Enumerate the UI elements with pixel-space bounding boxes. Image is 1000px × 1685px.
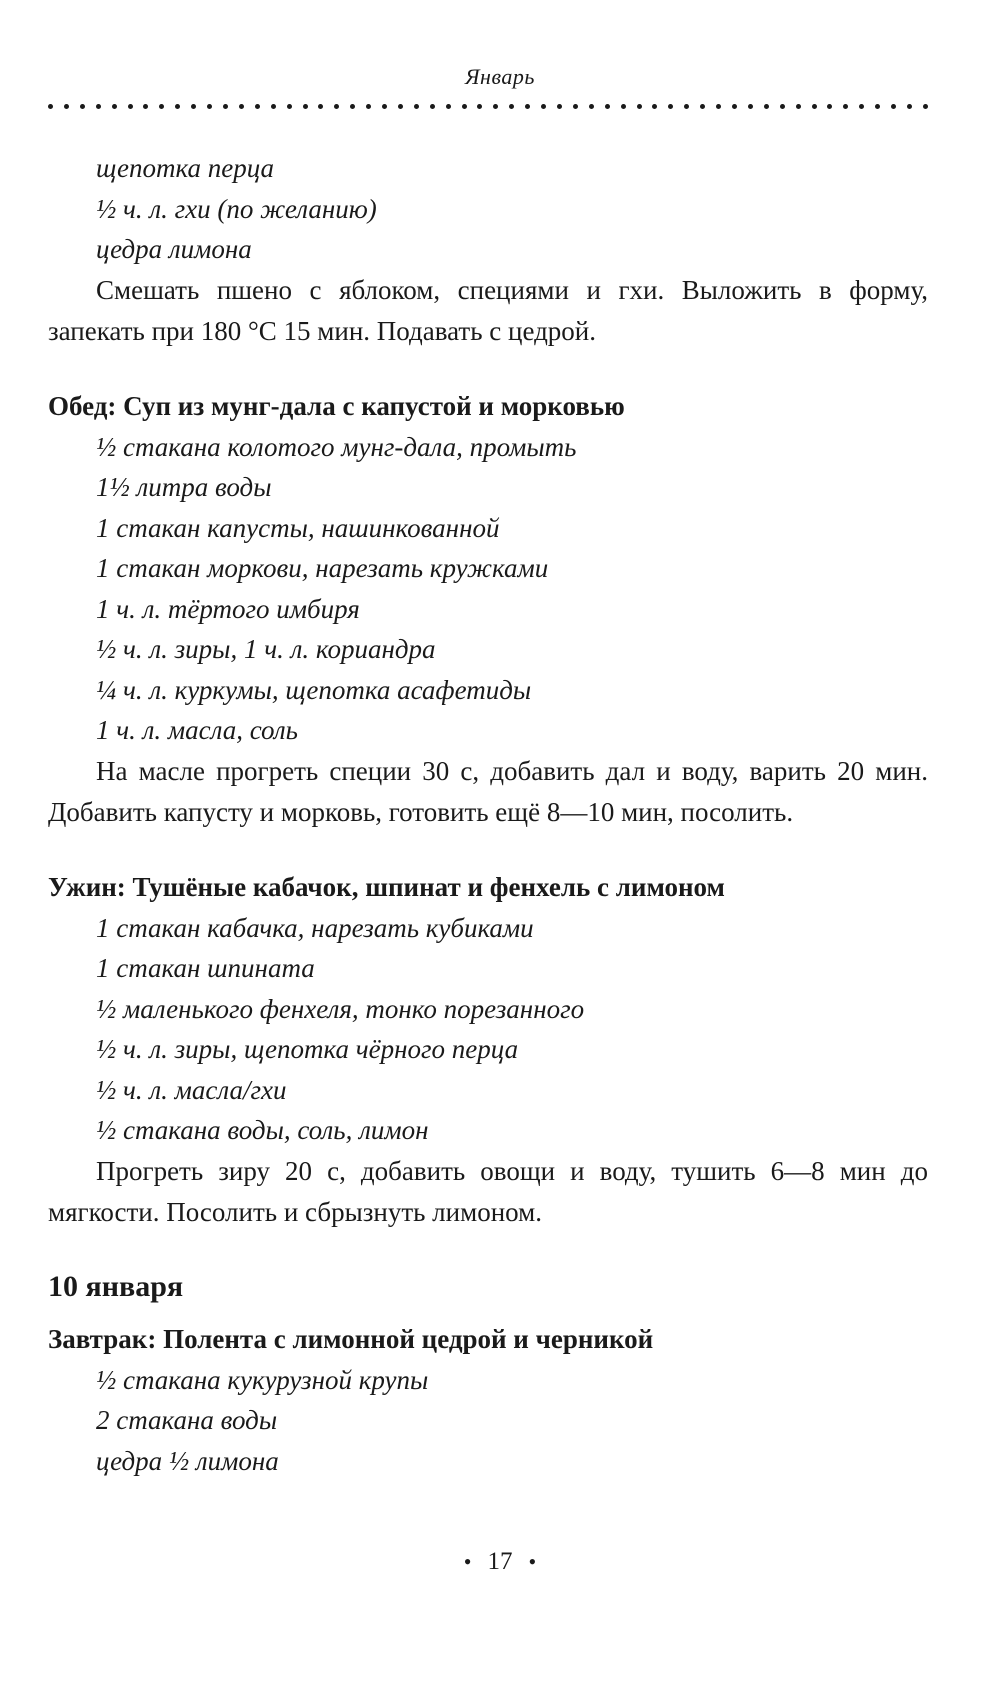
divider-dot [827, 104, 832, 109]
divider-dot [668, 104, 673, 109]
divider-dot [843, 104, 848, 109]
divider-dot [64, 104, 69, 109]
divider-dot [414, 104, 419, 109]
divider-dot [509, 104, 514, 109]
divider-dot [96, 104, 101, 109]
ingredient-line: ½ стакана воды, соль, лимон [96, 1115, 429, 1145]
divider-dot [923, 104, 928, 109]
ingredient-line: ¼ ч. л. куркумы, щепотка асафетиды [96, 674, 532, 705]
ingredient-line: цедра лимона [96, 234, 252, 264]
divider-dot [255, 104, 260, 109]
divider-dot [637, 104, 642, 109]
divider-dot [207, 104, 212, 109]
ingredient-line: 1 ч. л. масла, соль [96, 715, 298, 745]
method-paragraph: На масле прогреть специи 30 с, добавить дал и воду, варить 20 мин. Добавить капусту и морковь, готовить ещё 8—10 мин, посолить. [48, 755, 928, 827]
divider-dot [191, 104, 196, 109]
divider-dot [748, 104, 753, 109]
divider-dot [350, 104, 355, 109]
page-number: 17 [487, 1548, 513, 1575]
ingredient-line: цедра ½ лимона [96, 1445, 279, 1476]
divider-dot [621, 104, 626, 109]
meal-title: Завтрак: Полента с лимонной цедрой и черникой [48, 1323, 654, 1354]
ingredient-line: 2 стакана воды [96, 1405, 278, 1435]
running-head: Январь [465, 64, 535, 89]
divider-dot [716, 104, 721, 109]
ingredient-line: ½ стакана кукурузной крупы [96, 1364, 429, 1395]
divider-dot [366, 104, 371, 109]
divider-dot [398, 104, 403, 109]
divider-dot [605, 104, 610, 109]
divider-dot [159, 104, 164, 109]
ingredient-line: 1 стакан капусты, нашинкованной [96, 512, 500, 543]
divider-dot [446, 104, 451, 109]
divider-dot [462, 104, 467, 109]
divider-dot [589, 104, 594, 109]
bullet-icon: • [528, 1549, 537, 1574]
lunch-recipe [48, 386, 928, 833]
divider-dot [175, 104, 180, 109]
ingredient-line: щепотка перца [96, 153, 275, 183]
divider-dot [239, 104, 244, 109]
divider-dot [223, 104, 228, 109]
ingredient-line: 1 стакан моркови, нарезать кружками [96, 553, 549, 583]
divider-dot [573, 104, 578, 109]
divider-dot [891, 104, 896, 109]
divider-dot [48, 104, 53, 109]
bullet-icon: • [463, 1549, 472, 1574]
divider-dot [525, 104, 530, 109]
divider-dot [652, 104, 657, 109]
divider-dot [732, 104, 737, 109]
divider-dot [80, 104, 85, 109]
divider-dot [318, 104, 323, 109]
ingredient-line: ½ ч. л. гхи (по желанию) [96, 193, 377, 224]
divider-dot [287, 104, 292, 109]
divider-dot [112, 104, 117, 109]
ingredient-line: ½ ч. л. масла/гхи [96, 1074, 287, 1105]
method-paragraph: Прогреть зиру 20 с, добавить овощи и воду, тушить 6—8 мин до мягкости. Посолить и сбрызнуть лимоном. [48, 1155, 928, 1227]
divider-dot [907, 104, 912, 109]
ingredient-line: 1 стакан шпината [96, 953, 315, 983]
divider-dot [430, 104, 435, 109]
divider-dot [796, 104, 801, 109]
meal-title: Обед: Суп из мунг-дала с капустой и морковью [48, 390, 625, 421]
ingredient-line: 1½ литра воды [96, 472, 272, 502]
divider-dot [334, 104, 339, 109]
breakfast-continuation [48, 148, 928, 352]
meal-title: Ужин: Тушёные кабачок, шпинат и фенхель с лимоном [48, 871, 725, 902]
divider-dot [493, 104, 498, 109]
divider-dot [764, 104, 769, 109]
dinner-recipe [48, 867, 928, 1233]
ingredient-line: ½ ч. л. зиры, щепотка чёрного перца [96, 1034, 519, 1064]
ingredient-line: 1 стакан кабачка, нарезать кубиками [96, 912, 534, 943]
ingredient-line: ½ ч. л. зиры, 1 ч. л. кориандра [96, 634, 436, 664]
method-paragraph: Смешать пшено с яблоком, специями и гхи. Выложить в форму, запекать при 180 °С 15 мин. Подавать с цедрой. [48, 274, 928, 346]
day-section [48, 1265, 928, 1482]
ingredient-line: 1 ч. л. тёртого имбиря [96, 593, 360, 624]
divider-dot [684, 104, 689, 109]
divider-dot [143, 104, 148, 109]
ingredient-line: ½ стакана колотого мунг-дала, промыть [96, 431, 577, 462]
divider-dot [128, 104, 133, 109]
divider-dot [541, 104, 546, 109]
divider-dot [700, 104, 705, 109]
divider-dot [875, 104, 880, 109]
divider-dot [382, 104, 387, 109]
page-footer [0, 1548, 1000, 1576]
divider-dot [812, 104, 817, 109]
page-content [48, 148, 928, 1481]
day-title: 10 января [48, 1269, 184, 1303]
divider-dot [859, 104, 864, 109]
divider-dot [780, 104, 785, 109]
divider-dot [271, 104, 276, 109]
ingredient-line: ½ маленького фенхеля, тонко порезанного [96, 993, 585, 1024]
divider-dot [477, 104, 482, 109]
divider-dot [557, 104, 562, 109]
dotted-divider [48, 100, 928, 112]
divider-dot [303, 104, 308, 109]
